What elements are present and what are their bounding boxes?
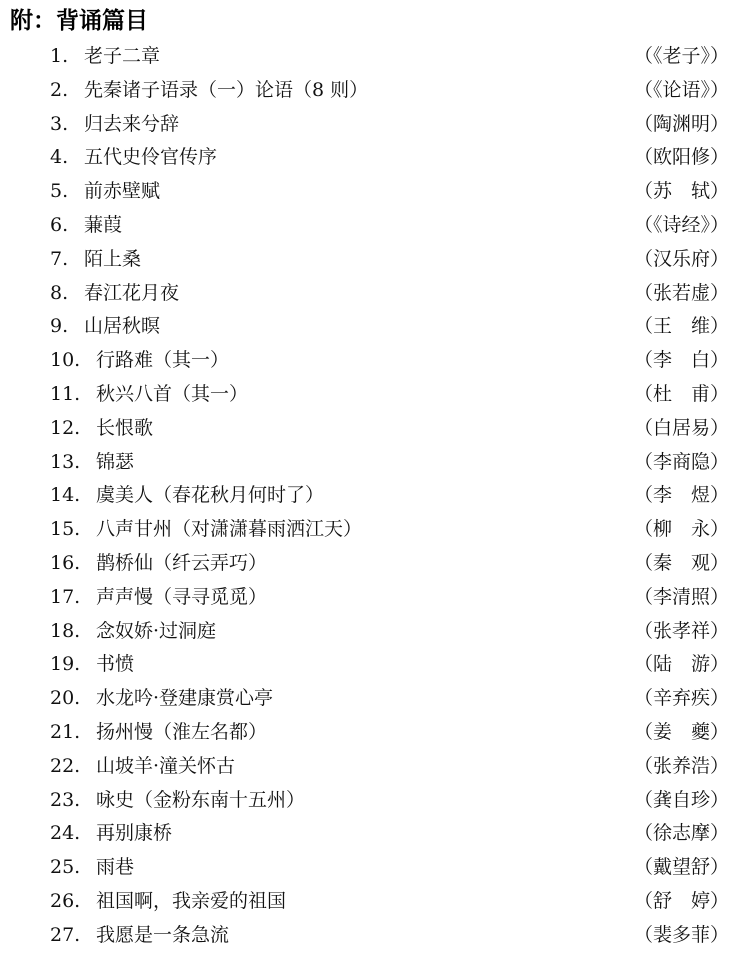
- item-author: （《老子》）: [633, 45, 729, 67]
- item-title: 先秦诸子语录（一）论语（8 则）: [84, 78, 369, 101]
- item-author: （秦 观）: [633, 551, 729, 574]
- list-item: [0, 175, 747, 209]
- list-item: [0, 310, 747, 344]
- item-title: 行路难（其一）: [96, 349, 230, 372]
- list-item: [0, 141, 747, 175]
- item-title: 咏史（金粉东南十五州）: [96, 788, 306, 811]
- item-author: （欧阳修）: [633, 146, 729, 169]
- item-title: 八声甘州（对潇潇暮雨洒江天）: [96, 518, 363, 541]
- item-title: 鹊桥仙（纤云弄巧）: [96, 551, 268, 574]
- item-author: （张孝祥）: [633, 619, 729, 642]
- item-number: 26.: [50, 889, 81, 912]
- item-author: （张若虚）: [633, 281, 729, 304]
- item-number: 6.: [50, 213, 69, 236]
- item-title: 秋兴八首（其一）: [96, 382, 249, 405]
- item-number: 25.: [50, 856, 81, 879]
- item-title: 扬州慢（淮左名都）: [96, 720, 268, 743]
- list-item: [0, 277, 747, 311]
- item-title: 书愤: [96, 653, 135, 676]
- item-number: 24.: [50, 822, 81, 845]
- item-number: 19.: [50, 653, 81, 676]
- list-item: [0, 74, 747, 108]
- item-author: （柳 永）: [633, 518, 729, 541]
- list-item: [0, 479, 747, 513]
- list-item: [0, 412, 747, 446]
- item-number: 15.: [50, 518, 81, 541]
- item-number: 10.: [50, 349, 81, 372]
- item-author: （李 煜）: [633, 484, 729, 507]
- item-author: （陶渊明）: [633, 112, 729, 135]
- item-title: 前赤壁赋: [84, 180, 161, 203]
- item-number: 12.: [50, 416, 81, 439]
- item-number: 16.: [50, 551, 81, 574]
- item-author: （姜 夔）: [633, 720, 729, 743]
- item-title: 五代史伶官传序: [84, 146, 218, 169]
- item-number: 3.: [50, 112, 69, 135]
- item-author: （辛弃疾）: [633, 687, 729, 710]
- item-number: 21.: [50, 720, 81, 743]
- item-number: 8.: [50, 281, 69, 304]
- item-author: （戴望舒）: [633, 856, 729, 879]
- item-author: （李商隐）: [633, 450, 729, 473]
- item-author: （舒 婷）: [633, 889, 729, 912]
- item-title: 山坡羊·潼关怀古: [96, 754, 236, 777]
- item-author: （苏 轼）: [633, 180, 729, 203]
- item-number: 5.: [50, 180, 69, 203]
- list-item: [0, 682, 747, 716]
- item-number: 17.: [50, 585, 81, 608]
- list-item: [0, 446, 747, 480]
- item-title: 再别康桥: [96, 822, 173, 845]
- list-item: [0, 784, 747, 818]
- list-item: [0, 547, 747, 581]
- list-item: [0, 40, 747, 74]
- item-author: （陆 游）: [633, 653, 729, 676]
- item-number: 13.: [50, 450, 81, 473]
- item-title: 声声慢（寻寻觅觅）: [96, 585, 268, 608]
- item-author: （汉乐府）: [633, 247, 729, 270]
- item-number: 2.: [50, 78, 69, 101]
- list-item: [0, 851, 747, 885]
- item-title: 雨巷: [96, 856, 135, 879]
- item-author: （杜 甫）: [633, 382, 729, 405]
- list-item: [0, 615, 747, 649]
- item-title: 山居秋暝: [84, 315, 161, 338]
- list-item: [0, 750, 747, 784]
- item-number: 20.: [50, 687, 81, 710]
- item-number: 1.: [50, 45, 69, 67]
- item-title: 归去来兮辞: [84, 112, 180, 135]
- recitation-list: [0, 40, 747, 953]
- item-title: 长恨歌: [96, 416, 154, 439]
- item-title: 陌上桑: [84, 247, 142, 270]
- item-number: 4.: [50, 146, 69, 169]
- item-author: （龚自珍）: [633, 788, 729, 811]
- item-title: 水龙吟·登建康赏心亭: [96, 687, 274, 710]
- list-item: [0, 108, 747, 142]
- item-title: 春江花月夜: [84, 281, 180, 304]
- item-author: （张养浩）: [633, 754, 729, 777]
- page-heading: 附：背诵篇目: [10, 8, 148, 34]
- list-item: [0, 817, 747, 851]
- item-title: 祖国啊，我亲爱的祖国: [96, 889, 287, 912]
- item-number: 7.: [50, 247, 69, 270]
- item-author: （王 维）: [633, 315, 729, 338]
- list-item: [0, 378, 747, 412]
- list-item: [0, 919, 747, 953]
- item-number: 22.: [50, 754, 81, 777]
- list-item: [0, 885, 747, 919]
- list-item: [0, 243, 747, 277]
- item-author: （李 白）: [633, 349, 729, 372]
- item-author: （白居易）: [633, 416, 729, 439]
- list-item: [0, 209, 747, 243]
- item-title: 虞美人（春花秋月何时了）: [96, 484, 325, 507]
- item-author: （裴多菲）: [633, 923, 729, 946]
- item-number: 23.: [50, 788, 81, 811]
- item-title: 念奴娇·过洞庭: [96, 619, 217, 642]
- item-title: 我愿是一条急流: [96, 923, 230, 946]
- item-title: 老子二章: [84, 45, 161, 67]
- item-author: （《诗经》）: [633, 213, 729, 236]
- list-item: [0, 344, 747, 378]
- list-item: [0, 648, 747, 682]
- list-item: [0, 581, 747, 615]
- item-author: （李清照）: [633, 585, 729, 608]
- list-item: [0, 716, 747, 750]
- item-author: （徐志摩）: [633, 822, 729, 845]
- list-item: [0, 513, 747, 547]
- item-number: 11.: [50, 382, 81, 405]
- item-author: （《论语》）: [633, 78, 729, 101]
- item-title: 锦瑟: [96, 450, 135, 473]
- item-number: 18.: [50, 619, 81, 642]
- item-title: 蒹葭: [84, 213, 123, 236]
- item-number: 9.: [50, 315, 69, 338]
- item-number: 14.: [50, 484, 81, 507]
- item-number: 27.: [50, 923, 81, 946]
